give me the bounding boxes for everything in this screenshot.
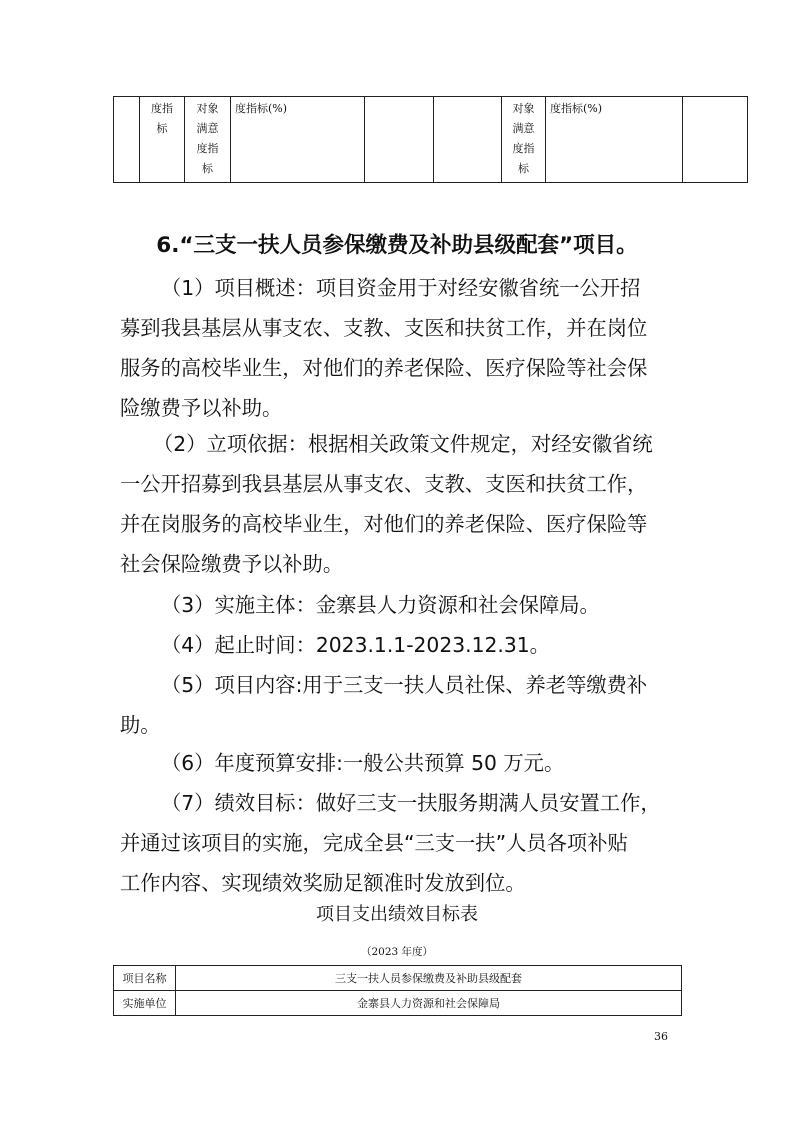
text-line: （2）立项依据：根据相关政策文件规定，对经安徽省统 [153, 432, 653, 456]
cell-line: 度指 [151, 102, 173, 115]
cell-text: 度指标(%) [235, 102, 288, 115]
satisfaction-object-cell [185, 97, 231, 183]
paragraph-basis [120, 424, 680, 584]
cell-text: 度指标(%) [550, 102, 603, 115]
text-line: （7）绩效目标：做好三支一扶服务期满人员安置工作， [161, 791, 661, 815]
cell-line: 对象 [512, 102, 535, 115]
blank-cell [365, 97, 434, 183]
cell-line: 标 [518, 162, 529, 175]
paragraph-budget [120, 743, 680, 783]
continuation-table [113, 96, 748, 183]
paragraph-period [120, 625, 680, 665]
text-line: （5）项目内容:用于三支一扶人员社保、养老等缴费补 [161, 673, 648, 697]
table-row [114, 966, 682, 991]
row-value: 金寨县人力资源和社会保障局 [176, 991, 682, 1016]
blank-cell [114, 97, 140, 183]
text-line: 社会保险缴费予以补助。 [120, 552, 344, 576]
paragraph-content [120, 665, 680, 745]
page-number: 36 [654, 1030, 668, 1043]
text-line: 服务的高校毕业生，对他们的养老保险、医疗保险等社会保 [120, 356, 648, 380]
text-line: 并在岗服务的高校毕业生，对他们的养老保险、医疗保险等 [120, 512, 648, 536]
cell-line: 对象 [196, 102, 219, 115]
text-line: （4）起止时间：2023.1.1-2023.12.31。 [161, 633, 550, 657]
cell-line: 标 [202, 162, 213, 175]
text-line: （3）实施主体：金寨县人力资源和社会保障局。 [161, 593, 600, 617]
text-line: 募到我县基层从事支农、支教、支医和扶贫工作，并在岗位 [120, 316, 648, 340]
table-year: （2023 年度） [360, 946, 434, 958]
paragraph-overview [120, 268, 680, 428]
indicator-percent-cell [546, 97, 683, 183]
text-line: 一公开招募到我县基层从事支农、支教、支医和扶贫工作， [120, 472, 648, 496]
row-label: 项目名称 [114, 966, 176, 991]
cell-line: 标 [156, 122, 168, 135]
text-line: （1）项目概述：项目资金用于对经安徽省统一公开招 [161, 276, 641, 300]
table-title: 项目支出绩效目标表 [316, 904, 478, 925]
table-row [114, 97, 748, 183]
performance-target-table [113, 965, 682, 1016]
cell-line: 度指 [196, 142, 219, 155]
cell-line: 满意 [196, 122, 219, 135]
row-value: 三支一扶人员参保缴费及补助县级配套 [176, 966, 682, 991]
paragraph-subject [120, 585, 680, 625]
text-line: 工作内容、实现绩效奖励足额准时发放到位。 [120, 871, 526, 895]
blank-cell [434, 97, 502, 183]
text-line: 险缴费予以补助。 [120, 396, 283, 420]
section-heading: 6.“三支一扶人员参保缴费及补助县级配套”项目。 [156, 233, 638, 258]
cell-line: 满意 [512, 122, 535, 135]
text-line: （6）年度预算安排:一般公共预算 50 万元。 [161, 751, 565, 775]
indicator-cell [140, 97, 185, 183]
text-line: 并通过该项目的实施，完成全县“三支一扶”人员各项补贴 [120, 831, 628, 855]
cell-line: 度指 [512, 142, 535, 155]
text-line: 助。 [120, 713, 161, 737]
table-row [114, 991, 682, 1016]
row-label: 实施单位 [114, 991, 176, 1016]
blank-cell [683, 97, 748, 183]
paragraph-goal [120, 783, 680, 903]
satisfaction-object-cell [502, 97, 546, 183]
indicator-percent-cell [231, 97, 365, 183]
